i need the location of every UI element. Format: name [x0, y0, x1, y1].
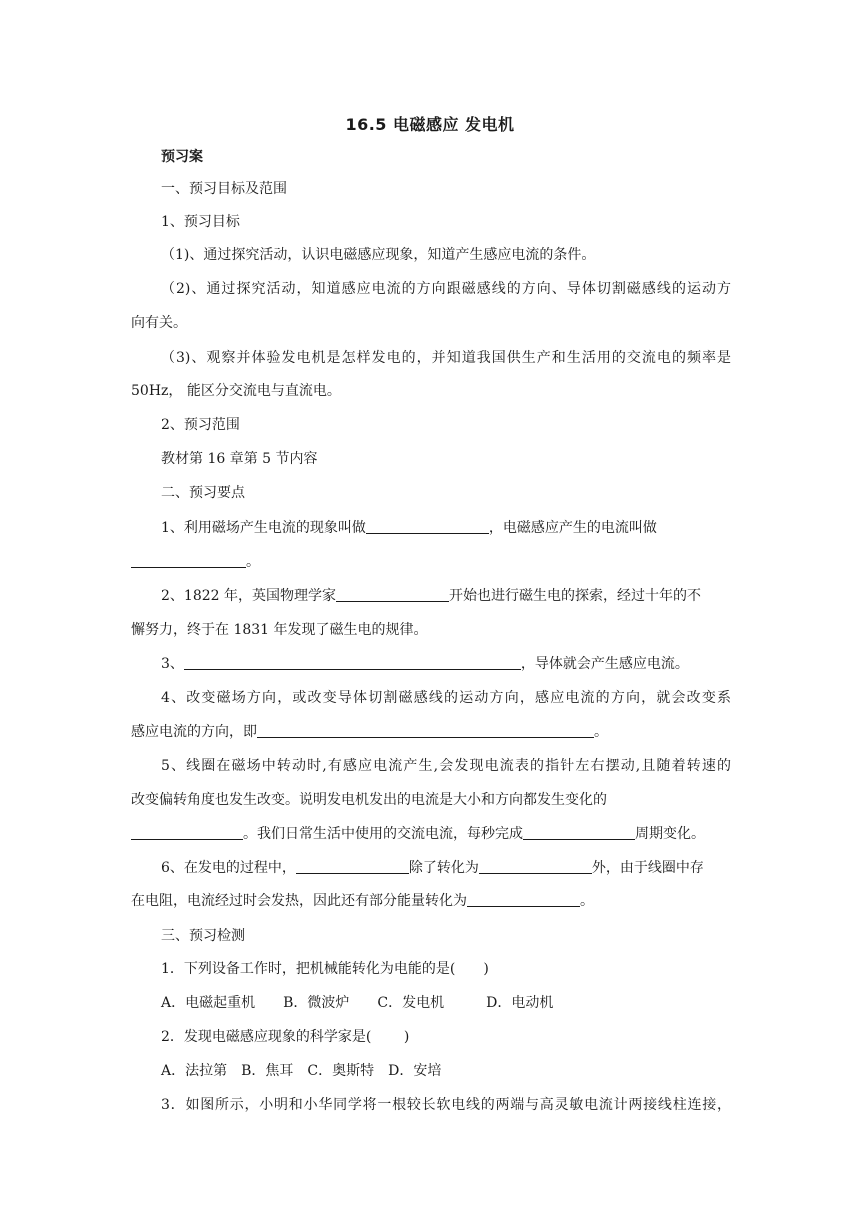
question-1-text-a: 1、利用磁场产生电流的现象叫做 — [161, 520, 366, 536]
part2-heading: 二、预习要点 — [161, 485, 245, 501]
goal-3-line2: 50Hz， 能区分交流电与直流电。 — [131, 383, 341, 399]
goal-2-line2: 向有关。 — [131, 315, 187, 331]
goal-1: （1)、通过探究活动，认识电磁感应现象，知道产生感应电流的条件。 — [161, 247, 596, 263]
test-1-options: A．电磁起重机 B．微波炉 C．发电机 D．电动机 — [161, 995, 554, 1011]
range-text: 教材第 16 章第 5 节内容 — [161, 451, 318, 467]
question-3 — [161, 654, 761, 674]
question-5-text-d: 周期变化。 — [635, 826, 705, 842]
question-4-line2 — [131, 722, 731, 742]
part1-heading: 一、预习目标及范围 — [161, 181, 287, 197]
question-5-line1: 5、线圈在磁场中转动时,有感应电流产生,会发现电流表的指针左右摆动,且随着转速的 — [161, 758, 731, 774]
answer-blank — [131, 553, 246, 568]
question-6-line2 — [131, 891, 731, 911]
question-4-text-b: 感应电流的方向，即 — [131, 724, 257, 740]
answer-blank — [523, 825, 635, 840]
question-6-text-d: 在电阻，电流经过时会发热，因此还有部分能量转化为 — [131, 893, 467, 909]
question-1-text-b: ，电磁感应产生的电流叫做 — [488, 520, 657, 536]
answer-blank — [467, 892, 580, 907]
question-5-line2: 改变偏转角度也发生改变。说明发电机发出的电流是大小和方向都发生变化的 — [131, 792, 607, 808]
question-6-end: 。 — [580, 893, 594, 909]
question-2-line1 — [161, 586, 761, 606]
section-heading: 预习案 — [161, 149, 203, 165]
question-1-line2 — [131, 552, 731, 572]
question-1-line1 — [161, 518, 761, 538]
question-4-line1: 4、改变磁场方向，或改变导体切割磁感线的运动方向，感应电流的方向，就会改变系 — [161, 690, 731, 706]
test-2: 2．发现电磁感应现象的科学家是( ) — [161, 1029, 410, 1045]
test-3: 3．如图所示，小明和小华同学将一根较长软电线的两端与高灵敏电流计两接线柱连接， — [161, 1097, 731, 1113]
answer-blank — [131, 825, 243, 840]
question-2-line2: 懈努力，终于在 1831 年发现了磁生电的规律。 — [131, 622, 428, 638]
answer-blank — [184, 655, 521, 670]
question-6-text-c: 外，由于线圈中存 — [591, 860, 704, 876]
question-6-line1 — [161, 858, 761, 878]
answer-blank — [366, 519, 489, 534]
question-3-text-a: 3、 — [161, 656, 184, 672]
part3-heading: 三、预习检测 — [161, 928, 245, 944]
answer-blank — [336, 587, 449, 602]
question-1-end: 。 — [246, 554, 260, 570]
test-2-options: A．法拉第 B．焦耳 C．奥斯特 D．安培 — [161, 1063, 442, 1079]
range-heading: 2、预习范围 — [161, 417, 240, 433]
question-4-end: 。 — [594, 724, 608, 740]
goal-2-line1: （2)、通过探究活动，知道感应电流的方向跟磁感线的方向、导体切割磁感线的运动方 — [161, 281, 731, 297]
question-6-text-b: 除了转化为 — [408, 860, 479, 876]
question-2-text-a: 2、1822 年，英国物理学家 — [161, 588, 336, 604]
test-1: 1．下列设备工作时，把机械能转化为电能的是( ) — [161, 961, 489, 977]
goals-heading: 1、预习目标 — [161, 214, 240, 230]
answer-blank — [296, 859, 409, 874]
question-5-text-c: 。我们日常生活中使用的交流电流，每秒完成 — [243, 826, 523, 842]
question-2-text-b: 开始也进行磁生电的探索，经过十年的不 — [449, 588, 701, 604]
goal-3-line1: （3)、观察并体验发电机是怎样发电的，并知道我国供生产和生活用的交流电的频率是 — [161, 350, 731, 366]
question-6-text-a: 6、在发电的过程中， — [161, 860, 296, 876]
document-title: 16.5 电磁感应 发电机 — [345, 115, 515, 134]
question-5-line3 — [131, 824, 731, 844]
question-3-text-b: ，导体就会产生感应电流。 — [520, 656, 689, 672]
answer-blank — [257, 723, 594, 738]
answer-blank — [479, 859, 592, 874]
